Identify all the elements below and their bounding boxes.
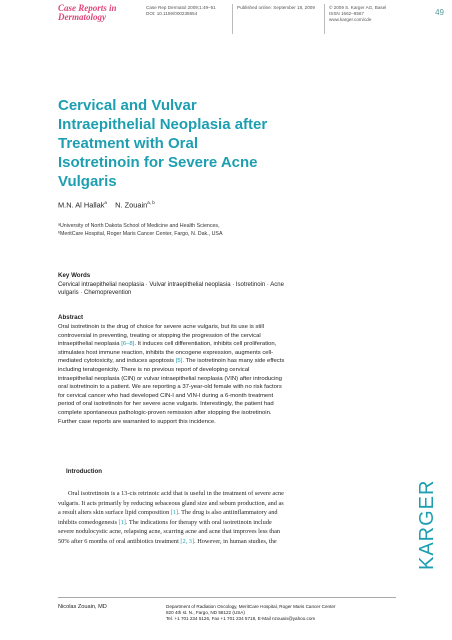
website-link[interactable]: www.karger.com/cde bbox=[329, 17, 372, 22]
abstract-line: oral isotretinoin to a patient. We are reporting a 37-year-old female with no risk factors bbox=[58, 384, 282, 391]
citation-link[interactable]: [1] bbox=[170, 509, 179, 517]
keywords-text bbox=[58, 281, 388, 297]
abstract-text bbox=[58, 323, 394, 426]
address-line: 820 4th st. N., Fargo, ND 58122 (USA) bbox=[166, 610, 245, 616]
intro-line: a result alters skin surface lipid composition [1]. The drug is also antiinflammatory and bbox=[58, 509, 278, 517]
copyright-info bbox=[329, 5, 386, 23]
abstract-line: intraepithelial neoplasia [6–8]. It induces cell differentiation, inhibits cell proliferation, bbox=[58, 341, 277, 348]
title-line: Isotretinoin for Severe Acne bbox=[58, 154, 258, 171]
authors bbox=[58, 200, 155, 209]
abstract-line: Further case reports are warranted to support this incidence. bbox=[58, 418, 216, 425]
citation-line: Case Rep Dermatol 2009;1:49–51 bbox=[146, 5, 216, 10]
author-affil-mark: a, b bbox=[147, 200, 155, 205]
citation-link[interactable]: [1] bbox=[118, 518, 126, 526]
header-divider bbox=[232, 4, 233, 34]
corresponding-address bbox=[166, 604, 406, 623]
journal-logo bbox=[58, 4, 130, 22]
affiliation-line: ᵃUniversity of North Dakota School of Medicine and Health Sciences, bbox=[58, 223, 220, 229]
author-name: M.N. Al Hallak bbox=[58, 200, 105, 210]
author-name: N. Zouain bbox=[115, 200, 148, 210]
issn-line: ISSN 1662–6567 bbox=[329, 11, 364, 16]
introduction-heading: Introduction bbox=[66, 468, 103, 475]
abstract-line: for cervical cancer who had developed CIN-I and VIN-I during a 6-month treatment bbox=[58, 392, 274, 399]
copyright-line: © 2009 S. Karger AG, Basel bbox=[329, 5, 387, 10]
affiliation-line: ᵇMeritCare Hospital, Roger Maris Cancer Center, Fargo, N. Dak., USA bbox=[58, 230, 223, 237]
intro-line: Oral isotretinoin is a 13-cis retrinoic acid that is useful in the treatment of severe acne bbox=[68, 490, 284, 497]
keywords-heading: Key Words bbox=[58, 272, 91, 279]
intro-line: 50% after 6 months of oral antibiotics treatment [2, 3]. However, in human studies, the bbox=[58, 537, 277, 545]
citation-info bbox=[146, 5, 216, 17]
page-number: 49 bbox=[435, 8, 444, 17]
intro-line: severe nodulocystic acne, relapsing acne, scarring acne and acne that improves less than bbox=[58, 528, 281, 536]
intro-line: vulgaris. It acts primarily by reducing sebaceous gland size and sebum production, and as bbox=[58, 499, 284, 507]
address-line: Department of Radiation Oncology, MeritCare Hospital, Roger Maris Cancer Center bbox=[166, 604, 336, 609]
author-affil-mark: a bbox=[104, 200, 107, 205]
published-date: Published online: September 18, 2009 bbox=[237, 5, 315, 10]
abstract-line: period of oral isotretinoin for her severe acne vulgaris. Interestingly, the patient had bbox=[58, 401, 274, 408]
keywords-line: Cervical intraepithelial neoplasia · Vulvar intraepithelial neoplasia · Isotretinoin · Acne bbox=[58, 282, 284, 288]
citation-link[interactable]: [6–8] bbox=[121, 341, 135, 348]
intro-line: inhibits comedogenesis [1]. The indications for therapy with oral isotretinoin include bbox=[58, 518, 272, 526]
title-line: Treatment with Oral bbox=[58, 135, 199, 152]
abstract-line: controversial in preventing, treating or stopping the progression of the cervical bbox=[58, 332, 261, 339]
title-line: Intraepithelial Neoplasia after bbox=[58, 116, 268, 133]
journal-logo-line1: Case Reports in bbox=[58, 3, 117, 13]
affiliations bbox=[58, 223, 223, 238]
corresponding-author: Nicolas Zouain, MD bbox=[58, 604, 107, 610]
introduction-text bbox=[58, 489, 388, 547]
karger-logo: KARGER bbox=[416, 479, 438, 570]
contact-line: Tel. +1 701 234 5126, Fax +1 701 234 5718, E-Mail nzouain@yahoo.com bbox=[166, 616, 316, 622]
title-line: Cervical and Vulvar bbox=[58, 97, 197, 114]
citation-link[interactable]: [5] bbox=[175, 358, 183, 365]
keywords-line: vulgaris · Chemoprevention bbox=[58, 290, 132, 296]
abstract-line: stimulates host immune reaction, inhibits the oncogene expression, augments cell- bbox=[58, 349, 274, 356]
abstract-line: intraepithelial neoplasia (CIN) or vulvar intraepithelial neoplasia (VIN) after introducing bbox=[58, 375, 282, 382]
abstract-line: complete spontaneous pathologic-proven remission after stopping the isotretinoin. bbox=[58, 409, 272, 416]
citation-link[interactable]: [2, 3] bbox=[180, 537, 195, 545]
header-divider bbox=[324, 4, 325, 34]
title-line: Vulgaris bbox=[58, 173, 117, 190]
abstract-line: Oral isotretinoin is the drug of choice for severe acne vulgaris, but its use is still bbox=[58, 324, 264, 330]
abstract-heading: Abstract bbox=[58, 314, 84, 321]
journal-logo-line2: Dermatology bbox=[58, 12, 106, 22]
abstract-line: mediated cytotoxicity, and induces apoptosis [5]. The isotretinoin has many side effects bbox=[58, 358, 285, 365]
article-title bbox=[58, 96, 378, 191]
footer-divider bbox=[58, 597, 396, 598]
doi-line: DOI: 10.1159/000238654 bbox=[146, 11, 198, 16]
abstract-line: including teratogenicity. There is no previous report of developing cervical bbox=[58, 366, 250, 373]
